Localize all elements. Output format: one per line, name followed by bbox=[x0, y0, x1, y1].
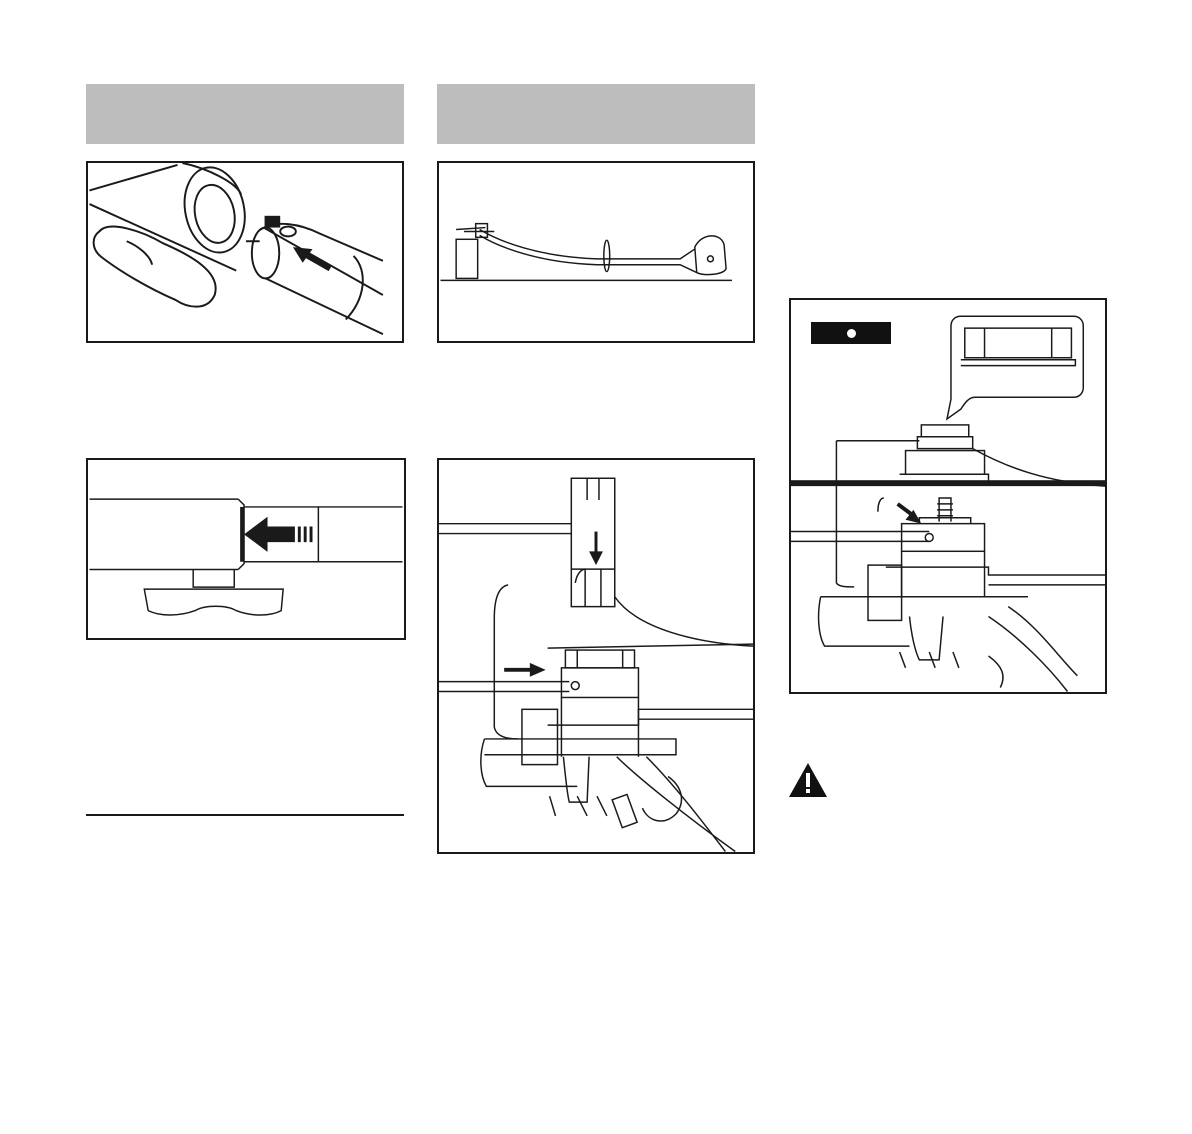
socket-on-gearbox-illustration bbox=[439, 460, 753, 852]
figure-tube-insert bbox=[86, 161, 404, 343]
section-header-bar-middle bbox=[437, 84, 755, 144]
figure-nut-detail bbox=[789, 298, 1107, 694]
arrow-icon bbox=[898, 504, 922, 524]
arrow-icon bbox=[293, 247, 330, 269]
machine-side-view-illustration bbox=[439, 163, 753, 341]
arrow-icon bbox=[589, 532, 603, 566]
figure-knob-alignment bbox=[86, 458, 406, 640]
knob-alignment-illustration bbox=[88, 460, 404, 638]
arrow-icon bbox=[244, 517, 312, 552]
section-divider bbox=[86, 814, 404, 816]
warning-triangle-icon bbox=[788, 762, 828, 798]
figure-machine-side-view bbox=[437, 161, 755, 343]
arrow-icon bbox=[504, 663, 545, 677]
tube-insert-illustration bbox=[88, 163, 402, 341]
nut-detail-illustration bbox=[791, 300, 1105, 692]
figure-socket-on-gearbox bbox=[437, 458, 755, 854]
section-header-bar-left bbox=[86, 84, 404, 144]
